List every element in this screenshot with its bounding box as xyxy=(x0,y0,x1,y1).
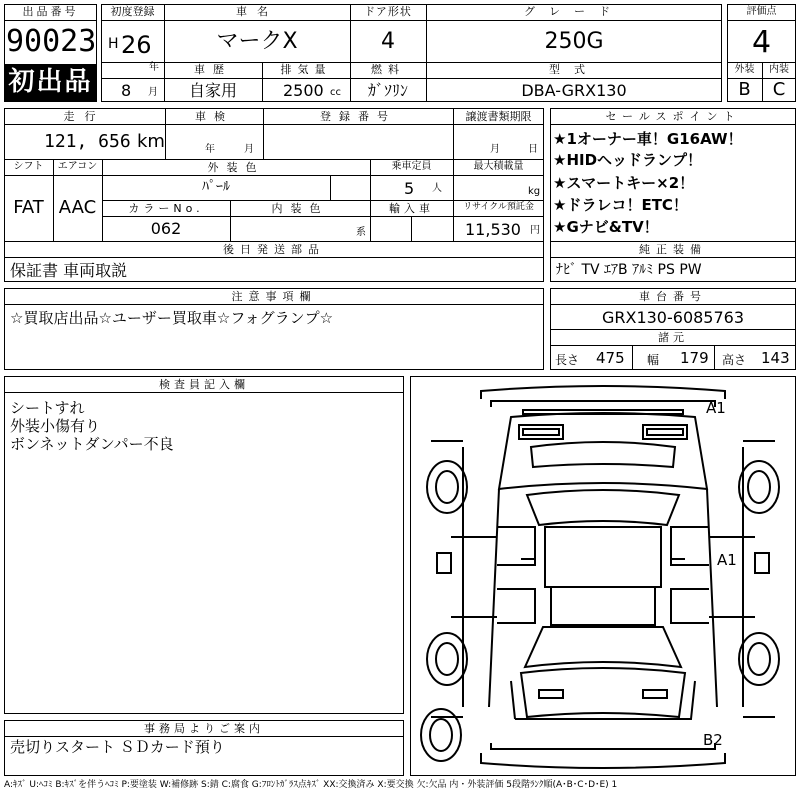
inspector-note: ボンネットダンパー不良 xyxy=(10,435,174,453)
equipment-label: 純正装備 xyxy=(639,243,707,256)
transfer-docs-label: 譲渡書類期限 xyxy=(465,110,532,123)
interior-color-unit: 系 xyxy=(356,227,366,238)
recycle-label: リサイクル預託金 xyxy=(463,202,534,212)
door-value: 4 xyxy=(381,29,395,54)
capacity-unit: 人 xyxy=(432,183,442,194)
damage-mark: A1 xyxy=(717,551,737,569)
exterior-color-value: ﾊﾟｰﾙ xyxy=(202,179,230,195)
specs-label: 諸元 xyxy=(658,331,688,344)
inspector-note: 外装小傷有り xyxy=(10,417,101,435)
parts-label: 後日発送部品 xyxy=(223,243,325,256)
score-label: 評価点 xyxy=(746,6,777,17)
fuel-value: ｶﾞｿﾘﾝ xyxy=(367,81,408,100)
interior-label: 内装 xyxy=(769,64,789,75)
mileage-unit: km xyxy=(137,131,165,152)
reg-number-label: 登録番号 xyxy=(320,110,396,123)
registration-year: 26 xyxy=(121,31,152,59)
equipment-value: ﾅﾋﾞ TV ｴｱB ｱﾙﾐ PS PW xyxy=(556,262,702,278)
height-label: 高さ xyxy=(722,353,747,367)
grade-label: グレード xyxy=(524,5,624,18)
office-label: 事務局よりご案内 xyxy=(144,722,264,735)
lot-number-label: 出品番号 xyxy=(22,5,79,18)
car-name: マークX xyxy=(216,29,298,54)
ac-value: AAC xyxy=(58,197,97,218)
interior-color-label: 内装色 xyxy=(271,202,329,215)
shift-value: FAT xyxy=(13,197,44,218)
recycle-unit: 円 xyxy=(530,225,540,236)
sales-points-label: セールスポイント xyxy=(605,110,741,123)
inspection-month-unit: 月 xyxy=(244,144,254,155)
month-unit: 月 xyxy=(148,87,158,98)
load-unit: kg xyxy=(528,186,541,197)
displacement-value: 2500 xyxy=(283,81,324,100)
first-registration-label: 初度登録 xyxy=(110,5,155,18)
capacity-label: 乗車定員 xyxy=(391,161,432,172)
mileage-value: 121, 656 xyxy=(44,131,131,152)
load-label: 最大積載量 xyxy=(473,161,524,172)
sales-point-item: ★HIDヘッドランプ！ xyxy=(553,151,703,169)
office-value: 売切りスタート ＳＤカード預り xyxy=(10,738,225,756)
chassis-number: GRX130-6085763 xyxy=(601,308,745,327)
sales-point-item: ★1オーナー車！G16AW！ xyxy=(553,130,743,148)
year-unit: 年 xyxy=(149,62,159,73)
model-value: DBA-GRX130 xyxy=(521,81,627,100)
damage-mark: A1 xyxy=(706,399,726,417)
legend-footer: A:ｷｽﾞ U:ﾍｺﾐ B:ｷｽﾞを伴うﾍｺﾐ P:要塗装 W:補修跡 S:錆 C:腐食 G:ﾌﾛﾝﾄｶﾞﾗｽ点ｷｽﾞ XX:交換済み X:要交換 欠:欠品 内・外装評価 5段階ﾗﾝｸ順(A･B･C･D･E) 1 xyxy=(4,780,618,790)
grade-value: 250G xyxy=(544,29,604,54)
mileage-label: 走行 xyxy=(63,110,106,123)
color-number-value: 062 xyxy=(150,219,182,238)
sales-point-item: ★スマートキー×2！ xyxy=(553,174,695,192)
ac-label: エアコン xyxy=(57,161,98,172)
registration-month: 8 xyxy=(121,81,132,100)
interior-grade: C xyxy=(772,79,786,100)
sales-point-item: ★ドラレコ！ETC！ xyxy=(553,196,688,214)
notes-value: ☆買取店出品☆ユーザー買取車☆フォグランプ☆ xyxy=(10,309,334,327)
transfer-day-unit: 日 xyxy=(528,144,538,155)
width-value: 179 xyxy=(680,349,709,367)
recycle-value: 11,530 xyxy=(465,220,521,239)
length-value: 475 xyxy=(596,349,625,367)
transfer-month-unit: 月 xyxy=(490,144,500,155)
era-label: H xyxy=(108,36,119,52)
inspection-year-unit: 年 xyxy=(205,144,215,155)
door-label: ドア形状 xyxy=(364,5,412,18)
displacement-unit: cc xyxy=(330,87,341,98)
history-value: 自家用 xyxy=(188,81,237,100)
exterior-color-label: 外装色 xyxy=(207,161,265,174)
car-name-label: 車名 xyxy=(236,5,278,18)
height-value: 143 xyxy=(761,349,790,367)
length-label: 長さ xyxy=(555,353,580,367)
first-listing-badge: 初出品 xyxy=(5,64,96,101)
width-label: 幅 xyxy=(647,353,660,367)
lot-number: 90023 xyxy=(6,24,97,59)
inspector-note: シートすれ xyxy=(10,399,85,417)
sales-point-item: ★Gナビ&TV！ xyxy=(553,218,659,236)
fuel-label: 燃料 xyxy=(371,63,405,76)
inspector-label: 検査員記入欄 xyxy=(159,378,249,391)
damage-mark: B2 xyxy=(703,731,723,749)
car-diagram-box xyxy=(410,376,796,776)
inspection-label: 車検 xyxy=(195,110,233,123)
color-number-label: カラーNo. xyxy=(128,202,204,215)
car-diagram xyxy=(411,377,794,774)
displacement-label: 排気量 xyxy=(280,63,332,76)
chassis-label: 車台番号 xyxy=(639,290,707,303)
history-label: 車歴 xyxy=(194,63,232,76)
model-label: 型式 xyxy=(549,63,599,76)
exterior-grade: B xyxy=(738,79,751,100)
shift-label: シフト xyxy=(13,161,44,172)
score-value: 4 xyxy=(751,25,772,60)
parts-value: 保証書 車両取説 xyxy=(10,261,128,280)
exterior-label: 外装 xyxy=(734,64,755,75)
capacity-value: 5 xyxy=(404,179,415,198)
notes-label: 注意事項欄 xyxy=(231,290,317,303)
import-label: 輸入車 xyxy=(389,202,434,215)
